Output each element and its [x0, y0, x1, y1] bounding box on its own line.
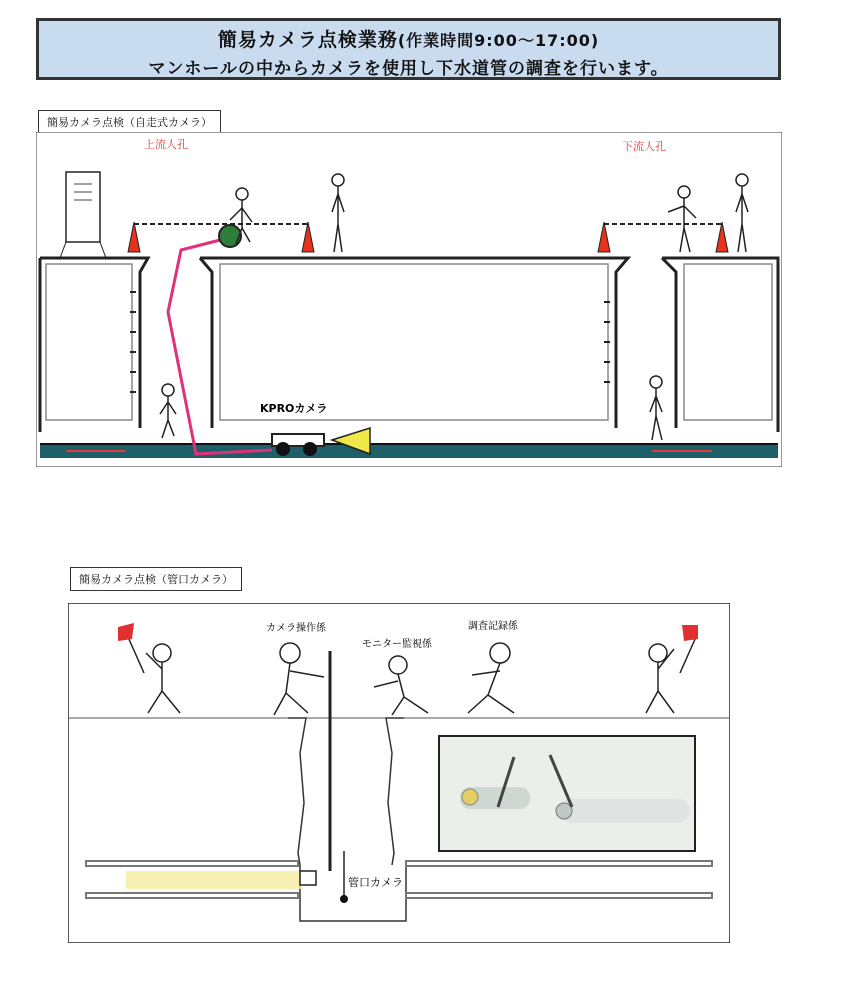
downstream-label: 下流人孔: [622, 140, 666, 153]
section2-label: 簡易カメラ点検（管口カメラ）: [70, 567, 242, 591]
cable-reel-icon: [219, 225, 241, 247]
header-hours: (作業時間9:00～17:00): [397, 31, 600, 50]
camera-light-beam: [126, 871, 302, 889]
monitor-label: モニター監視係: [362, 639, 432, 650]
self-propelled-camera-diagram: [36, 132, 782, 467]
camera-photo-illustration: [440, 737, 694, 850]
header-title: 簡易カメラ点検業務: [217, 29, 398, 51]
pipe-camera-icon: [300, 871, 316, 885]
header-banner: [36, 18, 781, 80]
camera-photo: [438, 735, 696, 852]
header-subtitle: マンホールの中からカメラを使用し下水道管の調査を行います。: [148, 59, 669, 79]
operator-label: カメラ操作係: [266, 623, 326, 634]
pipe-camera-label: 管口カメラ: [348, 876, 403, 889]
recorder-label: 調査記録係: [468, 621, 518, 632]
upstream-label: 上流人孔: [144, 138, 188, 151]
kpro-camera-label: KPROカメラ: [260, 402, 328, 415]
section1-label: 簡易カメラ点検（自走式カメラ）: [38, 110, 221, 134]
